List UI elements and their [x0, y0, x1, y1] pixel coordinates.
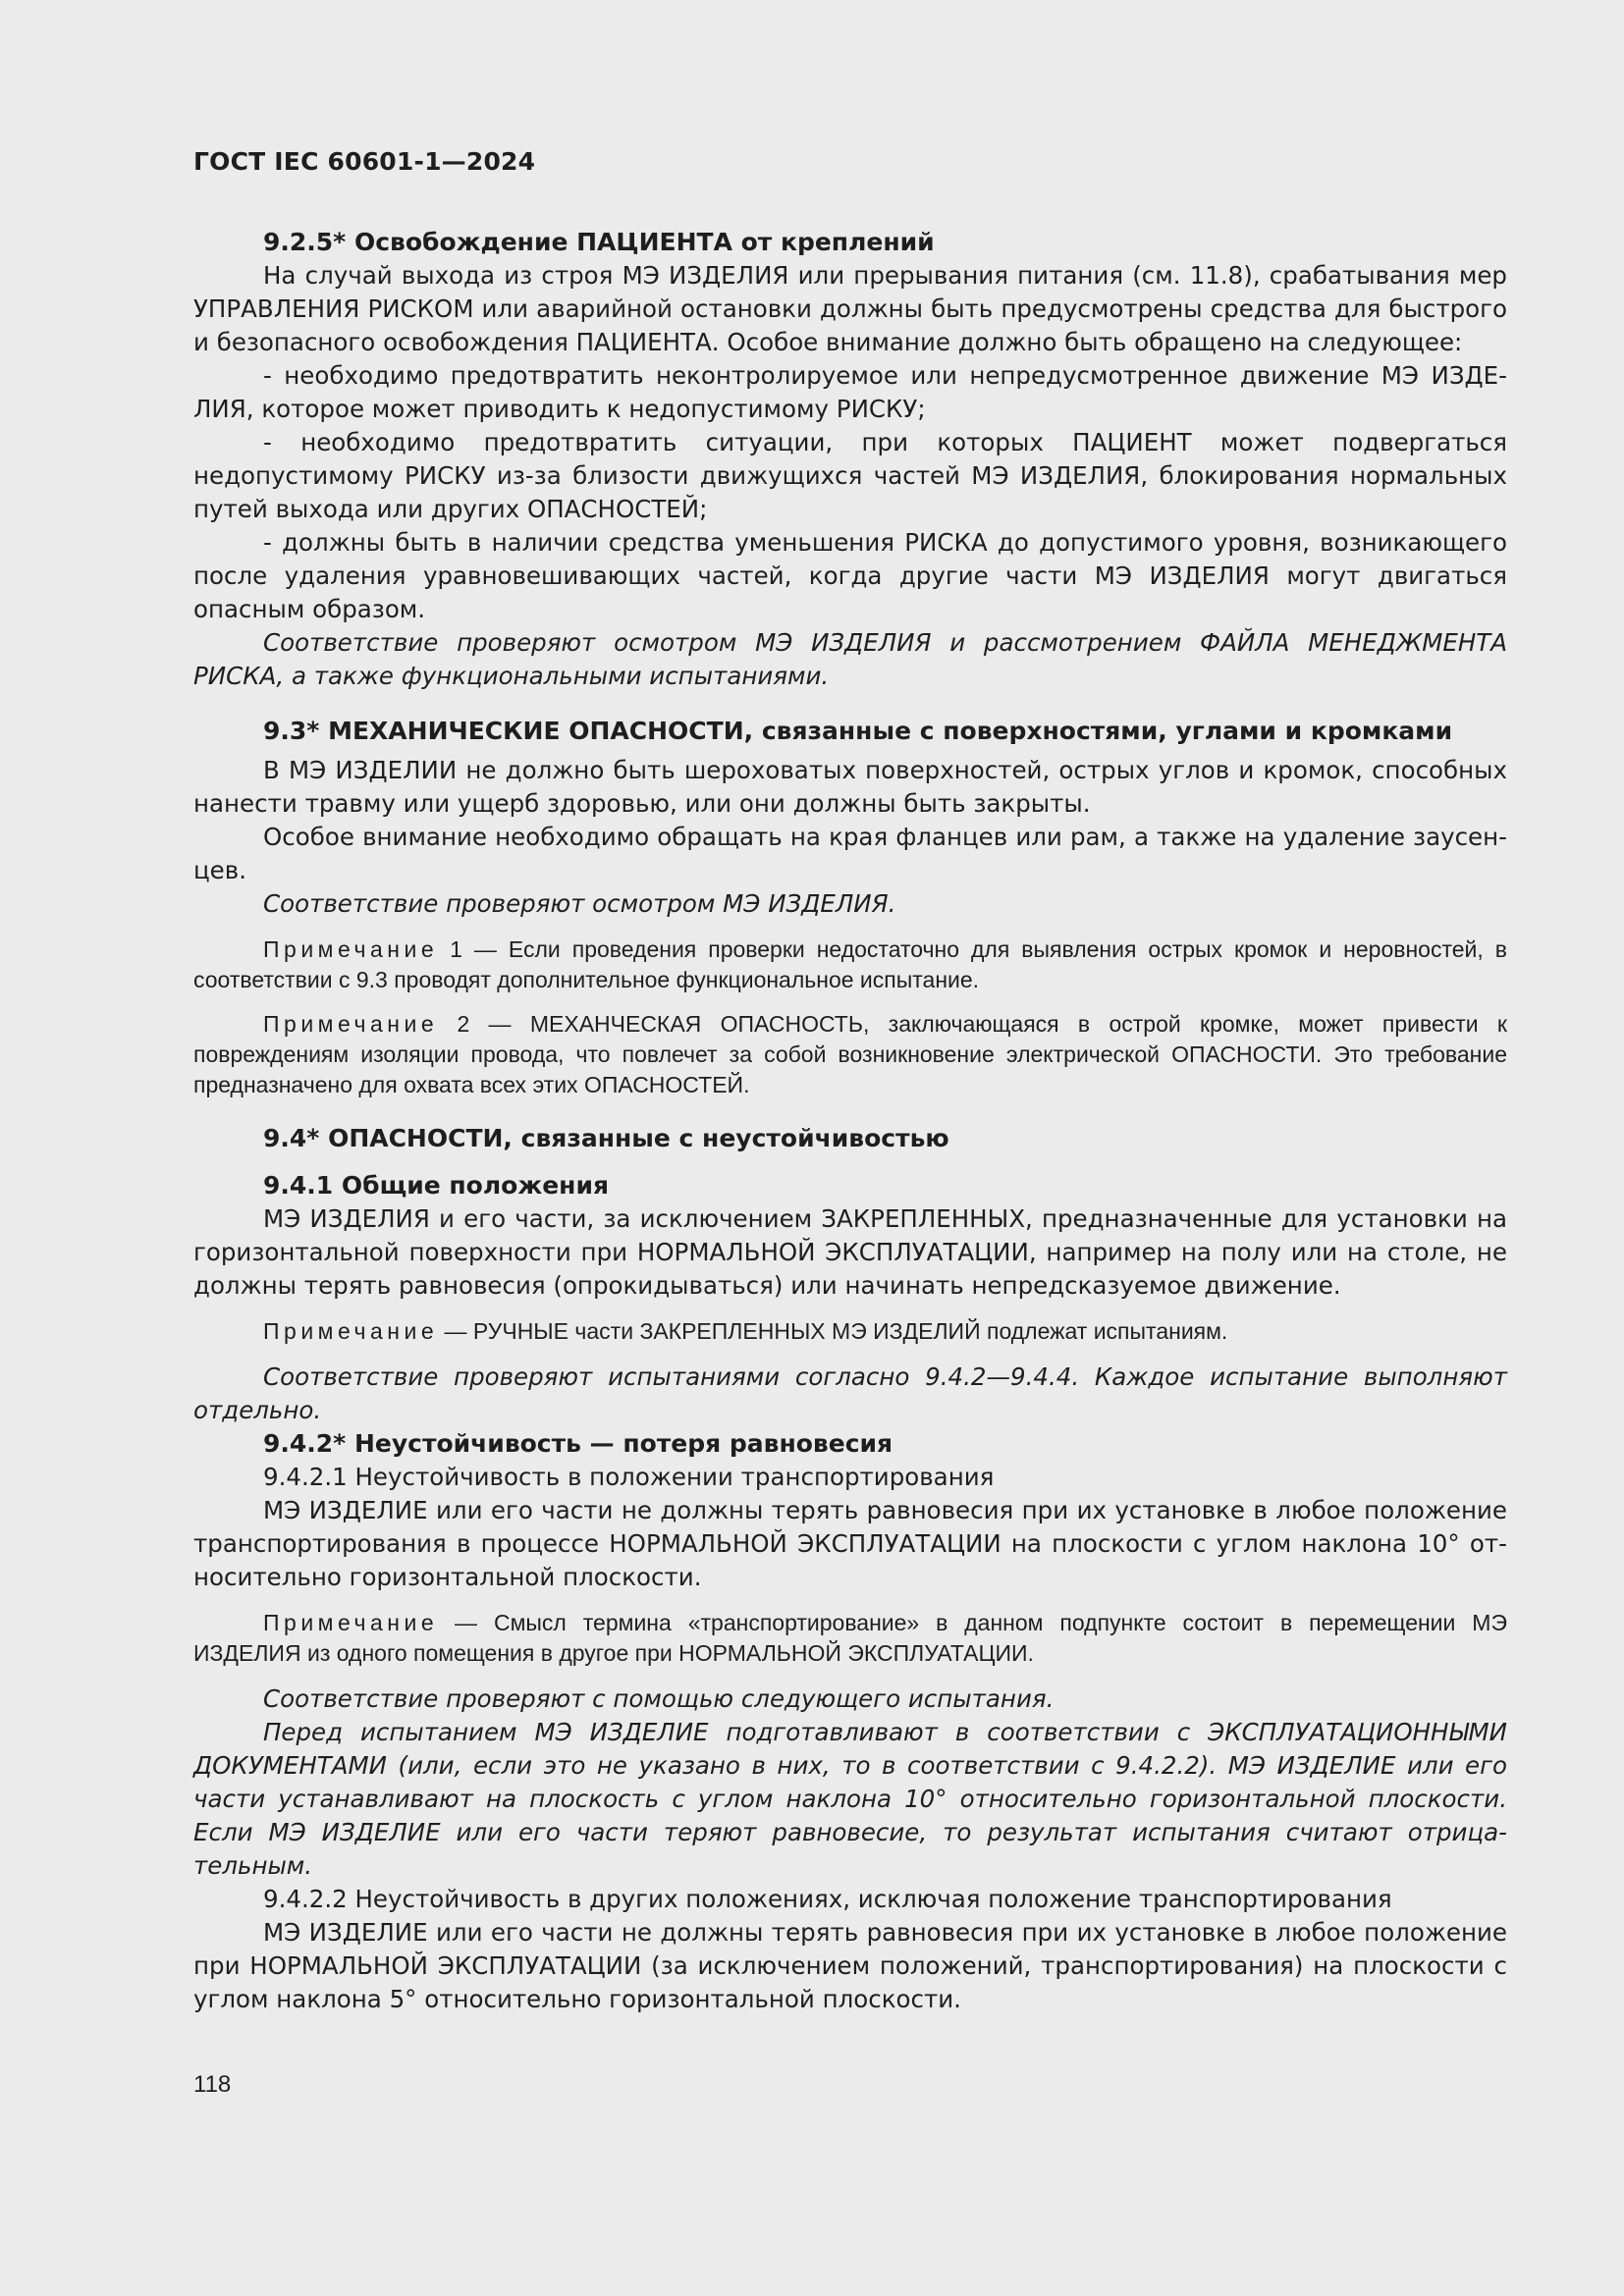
note-text: 1 — Если проведения проверки недостаточно для выявления острых кромок и неровностей, в соответствии с 9.3 проводят дополнительное функциональное испытание. — [193, 936, 1507, 992]
note-label: Примечание — [263, 936, 439, 962]
section-9-3-compliance: Соответствие проверяют осмотром МЭ ИЗДЕЛИЯ. — [263, 889, 896, 918]
section-9-4-2-1-paragraph: МЭ ИЗДЕЛИЕ или его части не должны терять равновесия при их установке в любое положение транспортирования в процессе НОРМАЛЬНОЙ ЭКСПЛУАТАЦИИ на плоскости с углом наклона 10° относительно горизонтальной плоскости. — [193, 1496, 1507, 1591]
section-9-4-2-heading: 9.4.2* Неустойчивость — потеря равновесия — [263, 1429, 893, 1458]
section-9-4-2-2-heading: 9.4.2.2 Неустойчивость в других положениях, исключая положение транспортирования — [263, 1885, 1392, 1913]
section-9-2-5-bullet-2: - необходимо предотвратить ситуации, при которых ПАЦИЕНТ может подвергаться недопустимому РИСКУ из-за близости движущихся частей МЭ ИЗДЕЛИЯ, блокирования нормальных путей выхода или других ОПАСНОСТЕЙ; — [193, 428, 1507, 523]
section-9-4-2-1-compliance: Соответствие проверяют с помощью следующего испытания. — [263, 1684, 1055, 1713]
note-label: Примечание — [263, 1610, 439, 1635]
section-9-4-2-1-note — [193, 1608, 1507, 1669]
section-9-3-paragraph-1: В МЭ ИЗДЕЛИИ не должно быть шероховатых поверхностей, острых углов и кромок, способных нанести травму или ущерб здоровью, или они должны быть закрыты. — [193, 756, 1507, 818]
section-9-4-1-paragraph: МЭ ИЗДЕЛИЯ и его части, за исключением ЗАКРЕПЛЕННЫХ, предназначенные для установки на горизонтальной поверхности при НОРМАЛЬНОЙ ЭКСПЛУАТАЦИИ, например на полу или на столе, не должны терять равновесия (опрокидываться) или начинать непредсказуемое движение. — [193, 1204, 1507, 1300]
section-9-4-2-1-heading: 9.4.2.1 Неустойчивость в положении транспортирования — [263, 1463, 995, 1491]
note-text: — РУЧНЫЕ части ЗАКРЕПЛЕННЫХ МЭ ИЗДЕЛИЙ подлежат испытаниям. — [438, 1318, 1228, 1344]
section-9-4-2-2-paragraph: МЭ ИЗДЕЛИЕ или его части не должны терять равновесия при их установке в любое положение при НОРМАЛЬНОЙ ЭКСПЛУАТАЦИИ (за исключением положений, транспортирования) на плоскости с углом наклона 5° относительно горизонтальной плоскости. — [193, 1918, 1507, 2013]
note-text: — Смысл термина «транспортирование» в данном подпункте состоит в перемещении МЭ ИЗДЕЛИЯ из одного помещения в другое при НОРМАЛЬНОЙ ЭКСПЛУАТАЦИИ. — [193, 1610, 1507, 1666]
note-label: Примечание — [263, 1318, 439, 1344]
section-9-3-note-1 — [193, 934, 1507, 995]
section-9-2-5-bullet-1: - необходимо предотвратить неконтролируемое или непредусмотренное движение МЭ ИЗДЕЛИЯ, которое может приводить к недопустимому РИСКУ; — [193, 361, 1507, 423]
note-text: 2 — МЕХАНЧЕСКАЯ ОПАСНОСТЬ, заключающаяся в острой кромке, может привести к повреждениям изоляции провода, что повлечет за собой возникновение электрической ОПАСНОСТИ. Это требование предназначено для охвата всех этих ОПАСНОСТЕЙ. — [193, 1011, 1507, 1097]
section-9-3-note-2 — [193, 1009, 1507, 1100]
section-9-2-5-compliance: Соответствие проверяют осмотром МЭ ИЗДЕЛИЯ и рассмотрением ФАЙЛА МЕНЕДЖМЕНТА РИСКА, а также функциональными испытаниями. — [193, 628, 1507, 690]
section-9-4-heading: 9.4* ОПАСНОСТИ, связанные с неустойчивостью — [263, 1124, 949, 1152]
section-9-2-5-bullet-3: - должны быть в наличии средства уменьшения РИСКА до допустимого уровня, возникающего после удаления уравновешивающих частей, когда другие части МЭ ИЗДЕЛИЯ могут двигаться опасным образом. — [193, 528, 1507, 623]
section-9-2-5-paragraph: На случай выхода из строя МЭ ИЗДЕЛИЯ или прерывания питания (см. 11.8), срабатывания мер УПРАВЛЕНИЯ РИСКОМ или аварийной остановки должны быть предусмотрены средства для быстрого и безопасного освобождения ПАЦИЕНТА. Особое внимание должно быть обращено на следующее: — [193, 261, 1507, 356]
section-9-2-5-heading: 9.2.5* Освобождение ПАЦИЕНТА от креплений — [263, 228, 935, 256]
section-9-3-paragraph-2: Особое внимание необходимо обращать на края фланцев или рам, а также на удаление заусенцев. — [193, 823, 1507, 884]
section-9-4-2-1-test-procedure: Перед испытанием МЭ ИЗДЕЛИЕ подготавливают в соответствии с ЭКСПЛУАТАЦИОННЫМИ ДОКУМЕНТАМИ (или, если это не указано в них, то в соответствии с 9.4.2.2). МЭ ИЗДЕЛИЕ или его части устанавливают на плоскость с углом наклона 10° относительно горизонтальной плоскости. Если МЭ ИЗДЕЛИЕ или его части теряют равновесие, то результат испытания считают отрицательным. — [193, 1718, 1507, 1880]
section-9-4-1-heading: 9.4.1 Общие положения — [263, 1171, 610, 1200]
section-9-4-1-compliance: Соответствие проверяют испытаниями согласно 9.4.2—9.4.4. Каждое испытание выполняют отдельно. — [193, 1362, 1507, 1424]
section-9-3-heading: 9.3* МЕХАНИЧЕСКИЕ ОПАСНОСТИ, связанные с поверхностями, углами и кромками — [263, 717, 1453, 745]
page-number: 118 — [193, 2071, 232, 2098]
section-9-4-1-note — [193, 1316, 1507, 1347]
document-body — [193, 226, 1507, 2016]
document-header: ГОСТ IEC 60601-1—2024 — [193, 147, 536, 176]
note-label: Примечание — [263, 1011, 439, 1037]
